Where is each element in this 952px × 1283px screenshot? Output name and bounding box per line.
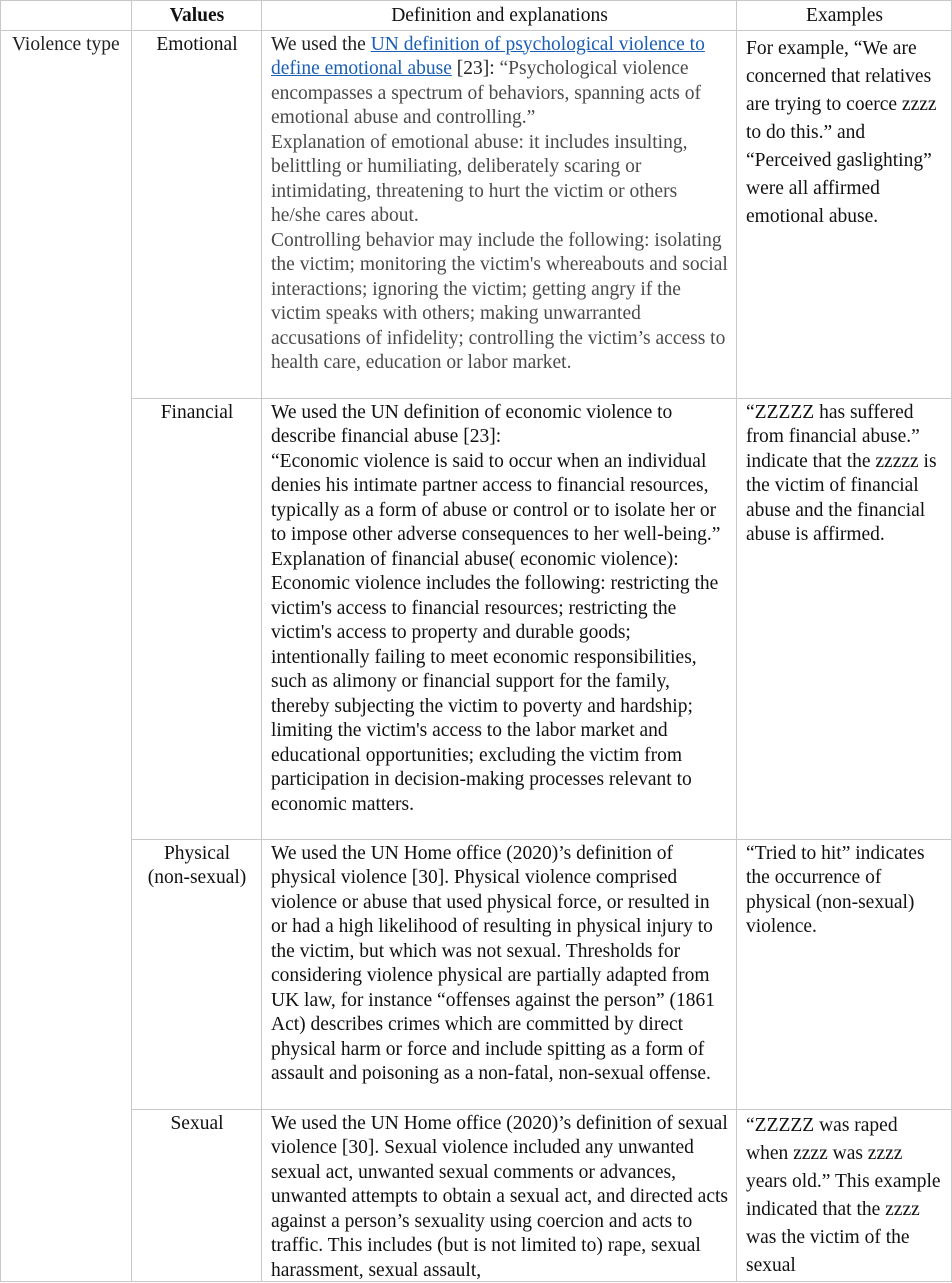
definition-cell: [262, 398, 737, 839]
table-row-emotional: [1, 30, 952, 398]
example-cell: For example, “We are concerned that relatives are trying to coerce zzzz to do this.” and “Perceived gaslighting” were all affirmed emotional abuse.: [737, 30, 952, 398]
value-cell: Physical (non-sexual): [132, 839, 262, 1109]
example-cell: “Tried to hit” indicates the occurrence of physical (non-sexual) violence.: [737, 839, 952, 1109]
definition-reference: [23]:: [451, 58, 500, 79]
definition-text: We used the UN Home office (2020)’s definition of sexual violence [30]. Sexual violence included any unwanted sexual act, unwanted sexual comments or advances, unwanted attempts to obtain a sexual act, and directed acts against a person’s sexuality using coercion and acts to traffic. This includes (but is not limited to) rape, sexual harassment, sexual assault,: [271, 1112, 729, 1281]
header-examples: Examples: [737, 1, 952, 31]
definition-quote: “Psychological violence encompasses a spectrum of behaviors, spanning acts of emotional abuse and controlling.”: [271, 58, 701, 128]
example-cell: “ZZZZZ has suffered from financial abuse.” indicate that the zzzzz is the victim of financial abuse and the financial abuse is affirmed.: [737, 398, 952, 839]
example-text: “ZZZZZ was raped when zzzz was zzzz years old.” This example indicated that the zzzz was the victim of the sexual: [746, 1114, 941, 1276]
definition-cell: [262, 1109, 737, 1281]
header-values: Values: [132, 1, 262, 31]
definition-intro: We used the UN definition of economic violence to describe financial abuse [23]:: [271, 401, 673, 447]
value-cell: Emotional: [132, 30, 262, 398]
definition-cell: We used the UN Home office (2020)’s definition of physical violence [30]. Physical violence comprised violence or abuse that used physical force, or resulted in or had a high likelihood of resulting in physical injury to the victim, but which was not sexual. Thresholds for considering violence physical are partially adapted from UK law, for instance “offenses against the person” (1861 Act) describes crimes which are committed by direct physical harm or force and include spitting as a form of assault and poisoning as a non-fatal, non-sexual offense.: [262, 839, 737, 1109]
definition-explanation: Explanation of emotional abuse: it includes insulting, belittling or humiliating, deliberately scaring or intimidating, threatening to hurt the victim or others he/she cares about.: [271, 131, 688, 226]
value-cell: Financial: [132, 398, 262, 839]
definition-lead-text: We used the: [271, 33, 371, 55]
table-row-physical: [1, 839, 952, 1109]
table-row-sexual: [1, 1109, 952, 1281]
example-cell: [737, 1109, 952, 1281]
un-psychological-violence-link[interactable]: UN definition of psychological violence to define emotional abuse: [271, 33, 705, 79]
table-row-financial: [1, 398, 952, 839]
header-blank-cell: [1, 1, 132, 31]
definition-quote: “Economic violence is said to occur when an individual denies his intimate partner access to financial resources, typically as a form of abuse or control or to isolate her or to impose other adverse consequences to her well-being.”: [271, 450, 721, 545]
header-definition: Definition and explanations: [262, 1, 737, 31]
table-header-row: [1, 1, 952, 31]
definition-cell: [262, 30, 737, 398]
row-group-violence-type: Violence type: [1, 30, 132, 1281]
definition-controlling-behavior: Controlling behavior may include the following: isolating the victim; monitoring the victim's whereabouts and social interactions; ignoring the victim; getting angry if the victim speaks with others; making unwarranted accusations of infidelity; controlling the victim’s access to health care, education or labor market.: [271, 229, 728, 373]
value-cell: Sexual: [132, 1109, 262, 1281]
definition-explanation: Explanation of financial abuse( economic violence): Economic violence includes the following: restricting the victim's access to financial resources; restricting the victim's access to property and durable goods; intentionally failing to meet economic responsibilities, such as alimony or financial support for the family, thereby subjecting the victim to poverty and hardship; limiting the victim's access to the labor market and educational opportunities; excluding the victim from participation in decision-making processes relevant to economic matters.: [271, 548, 719, 815]
